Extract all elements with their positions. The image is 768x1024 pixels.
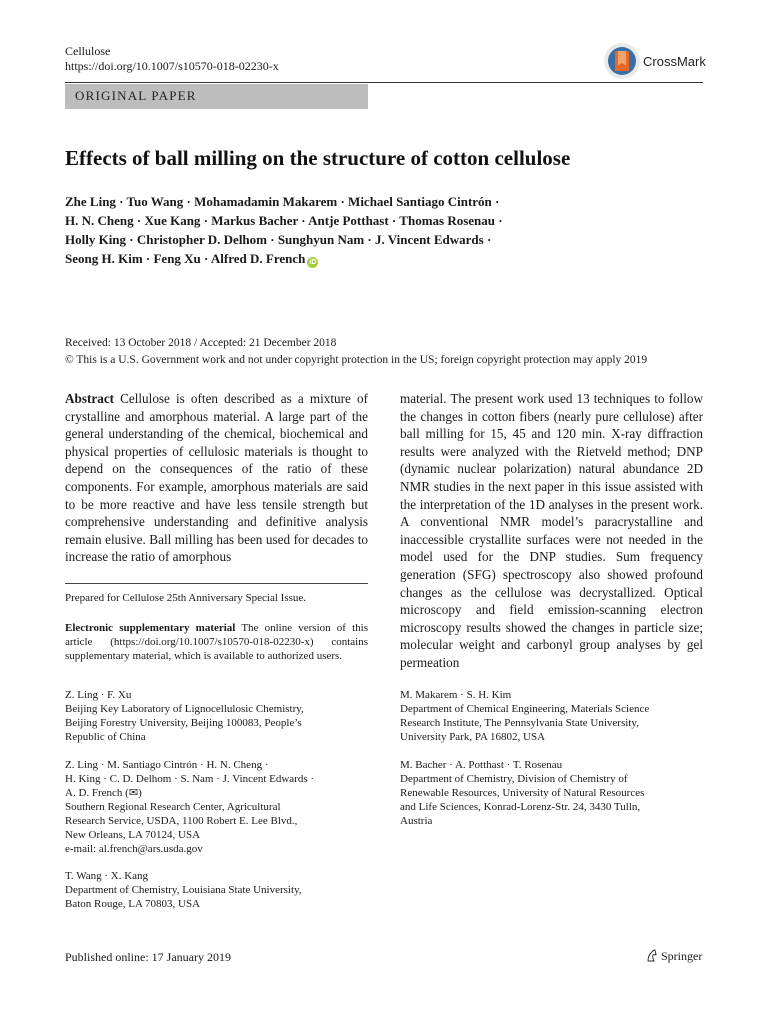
abstract-text-right: material. The present work used 13 techniques to follow the changes in cotton fibers (nearly pure cellulose) after ball milling for 15, 45 and 120 min. X-ray diffraction results were analyzed with the Rietveld method; DNP (dynamic nuclear polarization) natural abundance 2D NMR studies in the next paper in this issue assisted with the interpretation of the 1D analyses in the present work. A conventional NMR model’s paracrystalline and inaccessible crystallite surfaces were not needed in the model used for the DNP studies. Sum frequency generation (SFG) spectroscopy also showed profound changes as the cellulose was decrystallized. Optical microscopy and field emission-scanning electron microscopy results showed the changes in particle size; molecular weight and carbonyl group analyses by gel permeation — [400, 391, 703, 670]
affiliation-line: Department of Chemistry, Louisiana State University, — [65, 884, 302, 896]
affiliation-block — [400, 758, 703, 828]
affiliation-line: Department of Chemical Engineering, Materials Science — [400, 703, 650, 715]
special-issue-note: Prepared for Cellulose 25th Anniversary Special Issue. — [65, 592, 307, 604]
paper-title: Effects of ball milling on the structure of cotton cellulose — [65, 146, 571, 170]
abstract-label: Abstract — [65, 391, 115, 406]
esm-text: The online version of this article (https://doi.org/10.1007/s10570-018-02230-x) contains supplementary material, which is available to authorized users. — [65, 622, 368, 662]
header-rule — [65, 82, 703, 83]
affiliation-block — [65, 688, 368, 744]
affiliation-line: University Park, PA 16802, USA — [400, 731, 546, 743]
crossmark-icon — [603, 42, 641, 80]
affiliation-line: A. D. French (✉) — [65, 787, 142, 799]
author-list — [65, 192, 725, 268]
affiliation-line: Department of Chemistry, Division of Chemistry of — [400, 773, 628, 785]
affiliation-block — [65, 869, 368, 911]
affiliation-authors: Z. Ling · F. Xu — [65, 689, 132, 701]
affiliation-line: Baton Rouge, LA 70803, USA — [65, 898, 201, 910]
crossmark-label: CrossMark — [643, 54, 706, 69]
abstract-text-left: Cellulose is often described as a mixture of crystalline and amorphous material. A large part of the general understanding of the chemical, biochemical and physical properties of cellulosic materials is thought to depend on the consequences of the ratio of these components. For example, amorphous materials are said to be more reactive and have less tensile strength but comprehensive understanding and definitive analysis remain elusive. Ball milling has been used for decades to increase the ratio of amorphous — [65, 391, 368, 565]
received-dates: Received: 13 October 2018 / Accepted: 21 December 2018 — [65, 337, 337, 349]
affiliation-authors: Z. Ling · M. Santiago Cintrón · H. N. Cheng · — [65, 759, 269, 771]
journal-name: Cellulose — [65, 44, 111, 58]
affiliation-authors: M. Bacher · A. Potthast · T. Rosenau — [400, 759, 563, 771]
paper-type-band — [65, 84, 368, 109]
affiliation-line: Renewable Resources, University of Natural Resources — [400, 787, 645, 799]
affiliation-line: Beijing Key Laboratory of Lignocellulosic Chemistry, — [65, 703, 304, 715]
abstract-right-column — [400, 390, 703, 672]
affiliation-authors: T. Wang · X. Kang — [65, 870, 149, 882]
author-line: H. N. Cheng · Xue Kang · Markus Bacher · Antje Potthast · Thomas Rosenau · — [65, 213, 503, 228]
footnote-rule — [65, 583, 368, 584]
author-line: Seong H. Kim · Feng Xu · Alfred D. French iD — [65, 251, 317, 266]
affiliation-line: Beijing Forestry University, Beijing 100083, People’s — [65, 717, 302, 729]
affiliation-block — [65, 758, 368, 856]
author-line: Holly King · Christopher D. Delhom · Sunghyun Nam · J. Vincent Edwards · — [65, 232, 492, 247]
affiliation-block — [400, 688, 703, 744]
affiliation-line: Southern Regional Research Center, Agricultural — [65, 801, 281, 813]
affiliation-line: Research Institute, The Pennsylvania State University, — [400, 717, 639, 729]
published-date: Published online: 17 January 2019 — [65, 950, 231, 964]
copyright-notice: © This is a U.S. Government work and not under copyright protection in the US; foreign copyright protection may apply 2019 — [65, 354, 648, 366]
publisher-logo — [645, 949, 702, 964]
esm-label: Electronic supplementary material — [65, 622, 236, 634]
crossmark-badge[interactable] — [603, 42, 713, 80]
paper-type-label: ORIGINAL PAPER — [75, 88, 197, 103]
affiliation-line: Republic of China — [65, 731, 146, 743]
publisher-name: Springer — [661, 949, 703, 963]
abstract-left-column — [65, 390, 368, 566]
doi-link[interactable]: https://doi.org/10.1007/s10570-018-02230-x — [65, 59, 279, 73]
affiliation-line[interactable]: e-mail: al.french@ars.usda.gov — [65, 843, 203, 855]
affiliation-line: Austria — [400, 815, 433, 827]
springer-horse-icon — [645, 949, 658, 962]
affiliation-line: Research Service, USDA, 1100 Robert E. Lee Blvd., — [65, 815, 298, 827]
orcid-icon[interactable]: iD — [309, 259, 317, 266]
affiliation-line: H. King · C. D. Delhom · S. Nam · J. Vincent Edwards · — [65, 773, 315, 785]
affiliation-line: New Orleans, LA 70124, USA — [65, 829, 201, 841]
esm-note — [65, 622, 368, 663]
author-line: Zhe Ling · Tuo Wang · Mohamadamin Makarem · Michael Santiago Cintrón · — [65, 194, 500, 209]
affiliation-authors: M. Makarem · S. H. Kim — [400, 689, 512, 701]
affiliation-line: and Life Sciences, Konrad-Lorenz-Str. 24, 3430 Tulln, — [400, 801, 641, 813]
